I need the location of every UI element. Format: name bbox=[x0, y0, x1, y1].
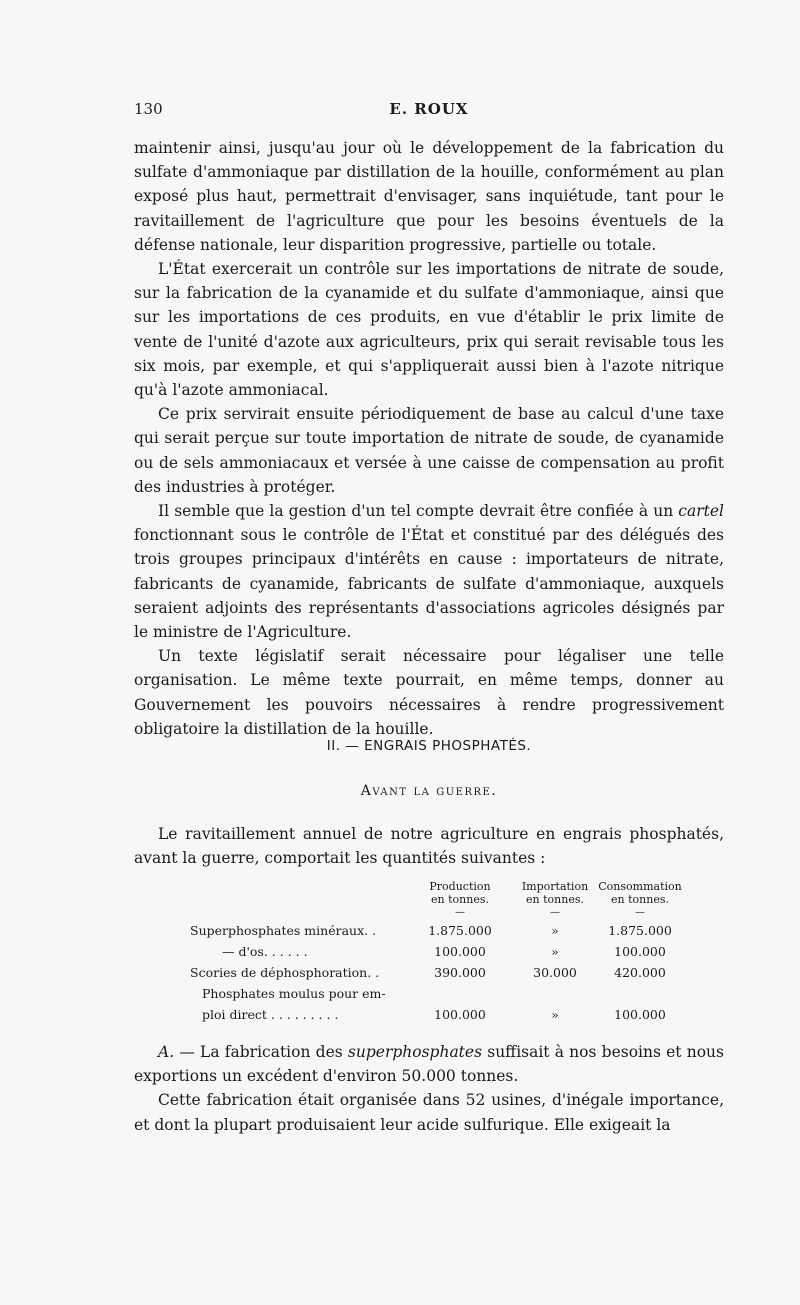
header-line: Consommation bbox=[598, 880, 682, 893]
running-head-author: E. ROUX bbox=[389, 100, 469, 118]
body-text-top bbox=[134, 136, 724, 741]
paragraph-5: Un texte législatif serait nécessaire pour légaliser une telle organisation. Le même texte pourrait, en même temps, donner au Gouvernement les pouvoirs nécessaires à rendre progressivement obligatoire la distillation de la houille. bbox=[134, 647, 724, 738]
table-row bbox=[190, 1004, 710, 1025]
cartel-text-after: fonctionnant sous le contrôle de l'État et constitué par des délégués des trois groupes principaux d'intérêts en cause : importateurs de nitrate, fabricants de cyanamide, fabricants de sulfate d'ammoniaque, auxquels seraient adjoints des représentants d'associations agricoles désignés par le ministre de l'Agriculture. bbox=[134, 526, 724, 642]
phosphate-table bbox=[190, 880, 710, 1025]
row-label: Scories de déphosphoration. . bbox=[190, 965, 380, 980]
cell-production: 1.875.000 bbox=[428, 923, 492, 938]
paragraph-a-prefix: A. bbox=[158, 1043, 175, 1061]
paragraph-4-cartel bbox=[134, 499, 724, 644]
cell-production: 390.000 bbox=[434, 965, 486, 980]
paragraph-last: Cette fabrication était organisée dans 52 usines, d'inégale importance, et dont la plupart produisaient leur acide sulfurique. Elle exigeait la bbox=[134, 1091, 724, 1134]
row-label: ploi direct . . . . . . . . . bbox=[202, 1007, 339, 1022]
cell-consommation: 100.000 bbox=[614, 1007, 666, 1022]
table-row bbox=[190, 983, 710, 1004]
column-header-consommation bbox=[590, 880, 690, 919]
header-line: Production bbox=[429, 880, 491, 893]
row-label: Phosphates moulus pour em- bbox=[202, 986, 386, 1001]
cell-consommation: 420.000 bbox=[614, 965, 666, 980]
cell-consommation: 100.000 bbox=[614, 944, 666, 959]
table-header bbox=[190, 880, 710, 920]
table-row bbox=[190, 941, 710, 962]
cell-importation: 30.000 bbox=[533, 965, 577, 980]
header-line: en tonnes. bbox=[611, 893, 669, 906]
cell-consommation: 1.875.000 bbox=[608, 923, 672, 938]
page-header bbox=[134, 100, 724, 124]
cell-importation: » bbox=[551, 944, 559, 959]
cell-importation: » bbox=[551, 1007, 559, 1022]
paragraph-a-after: suffisait à nos besoins et nous exportions un excédent d'environ 50.000 tonnes. bbox=[134, 1043, 724, 1086]
section-title: II. — ENGRAIS PHOSPHATÉS. bbox=[326, 738, 532, 754]
body-text-bottom bbox=[134, 1040, 724, 1137]
column-header-importation bbox=[510, 880, 600, 919]
header-dash: — bbox=[635, 907, 645, 918]
cartel-text-before: Il semble que la gestion d'un tel compte devrait être confiée à un bbox=[158, 502, 679, 521]
cell-importation: » bbox=[551, 923, 559, 938]
column-header-production bbox=[415, 880, 505, 919]
table-row bbox=[190, 920, 710, 941]
header-line: Importation bbox=[521, 880, 589, 893]
table-row bbox=[190, 962, 710, 983]
cartel-italic: cartel bbox=[678, 502, 724, 521]
paragraph-2: L'État exercerait un contrôle sur les importations de nitrate de soude, sur la fabrication de la cyanamide et du sulfate d'ammoniaque, ainsi que sur les importations de ces produits, en vue d'établir le prix limite de vente de l'unité d'azote aux agriculteurs, prix qui serait revisable tous les six mois, par exemple, et qui s'appliquerait aussi bien à l'azote nitrique qu'à l'azote ammoniacal. bbox=[134, 260, 724, 400]
row-label: — d'os. . . . . . bbox=[222, 944, 308, 959]
paragraph-a bbox=[134, 1040, 724, 1088]
paragraph-a-text: — La fabrication des bbox=[174, 1043, 348, 1061]
header-line: en tonnes. bbox=[526, 893, 584, 906]
body-text-intro bbox=[134, 822, 724, 870]
intro-paragraph: Le ravitaillement annuel de notre agriculture en engrais phosphatés, avant la guerre, comportait les quantités suivantes : bbox=[134, 825, 724, 868]
cell-production: 100.000 bbox=[434, 944, 486, 959]
cell-production: 100.000 bbox=[434, 1007, 486, 1022]
sub-title: Avant la guerre. bbox=[360, 783, 498, 799]
paragraph-a-italic: superphosphates bbox=[347, 1043, 483, 1061]
header-line: en tonnes. bbox=[431, 893, 489, 906]
header-dash: — bbox=[455, 907, 465, 918]
paragraph-1: maintenir ainsi, jusqu'au jour où le développement de la fabrication du sulfate d'ammoniaque par distillation de la houille, conformément au plan exposé plus haut, permettrait d'envisager, sans inquiétude, tant pour le ravitaillement de l'agriculture que pour les besoins éventuels de la défense nationale, leur disparition progressive, partielle ou totale. bbox=[134, 139, 724, 254]
page-number: 130 bbox=[134, 100, 163, 118]
header-dash: — bbox=[550, 907, 560, 918]
row-label: Superphosphates minéraux. . bbox=[190, 923, 377, 938]
paragraph-3: Ce prix servirait ensuite périodiquement de base au calcul d'une taxe qui serait perçue sur toute importation de nitrate de soude, de cyanamide ou de sels ammoniacaux et versée à une caisse de compensation au profit des industries à protéger. bbox=[134, 405, 724, 496]
